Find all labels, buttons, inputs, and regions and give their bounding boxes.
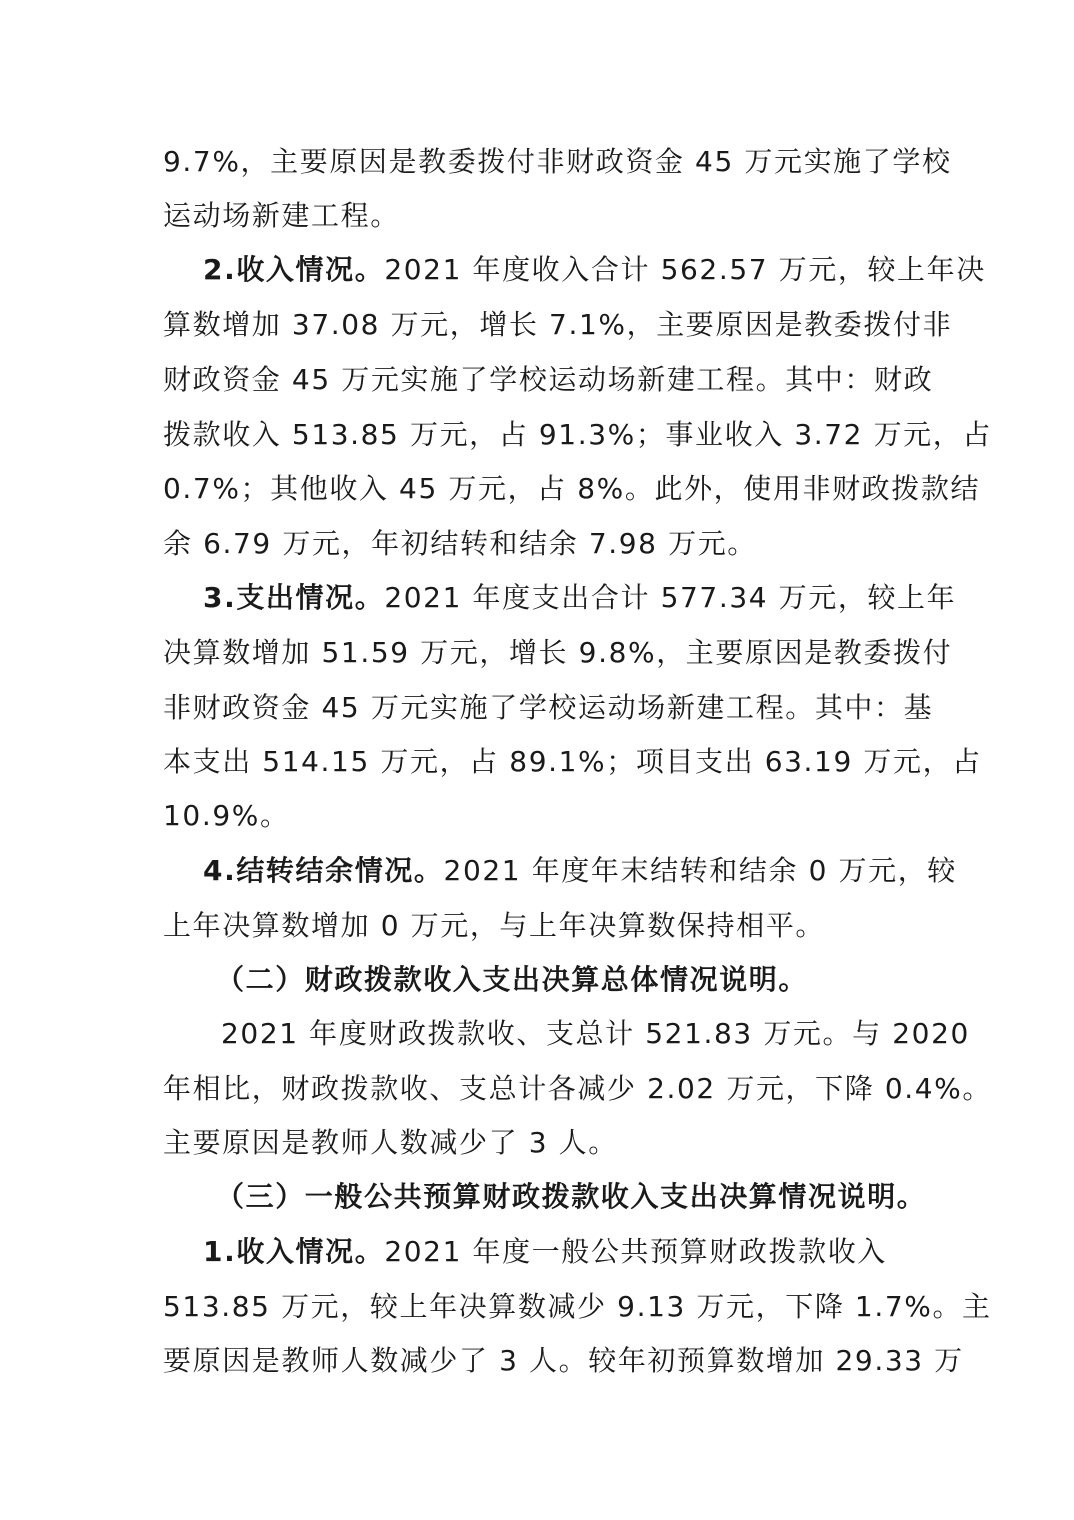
- line-text: 2021 年度年末结转和结余 0 万元，较: [443, 854, 957, 887]
- paragraph-line: [163, 796, 290, 836]
- line-text: 运动场新建工程。: [163, 199, 400, 232]
- section-heading-2: [216, 960, 808, 1000]
- section-income-first-line: [203, 250, 986, 290]
- section-lead-carryover: 4.结转结余情况。: [203, 854, 444, 887]
- line-text: 拨款收入 513.85 万元，占 91.3%；事业收入 3.72 万元，占: [163, 418, 992, 451]
- paragraph-line: [163, 1341, 964, 1381]
- paragraph-line: [163, 906, 825, 946]
- paragraph-line: [221, 1014, 970, 1054]
- section-lead-income-general: 1.收入情况。: [203, 1235, 385, 1268]
- section-carryover-first-line: [203, 851, 957, 891]
- line-text: 9.7%，主要原因是教委拨付非财政资金 45 万元实施了学校: [163, 145, 952, 178]
- line-text: 年相比，财政拨款收、支总计各减少 2.02 万元，下降 0.4%。: [163, 1072, 992, 1105]
- line-text: 10.9%。: [163, 799, 290, 832]
- line-text: 要原因是教师人数减少了 3 人。较年初预算数增加 29.33 万: [163, 1344, 964, 1377]
- line-text: 本支出 514.15 万元，占 89.1%；项目支出 63.19 万元，占: [163, 745, 982, 778]
- line-text: 决算数增加 51.59 万元，增长 9.8%，主要原因是教委拨付: [163, 636, 953, 669]
- line-text: 2021 年度收入合计 562.57 万元，较上年决: [384, 253, 986, 286]
- paragraph-line: [163, 415, 992, 455]
- section-income-general-first-line: [203, 1232, 887, 1272]
- paragraph-line: [163, 1123, 618, 1163]
- line-text: 上年决算数增加 0 万元，与上年决算数保持相平。: [163, 909, 826, 942]
- paragraph-line: [163, 360, 933, 400]
- line-text: 0.7%；其他收入 45 万元，占 8%。此外，使用非财政拨款结: [163, 472, 981, 505]
- paragraph-line: [163, 524, 757, 564]
- line-text: 2021 年度一般公共预算财政拨款收入: [384, 1235, 887, 1268]
- section-expenditure-first-line: [203, 578, 956, 618]
- paragraph-line: [163, 469, 980, 509]
- paragraph-line: [163, 196, 400, 236]
- line-text: 2021 年度支出合计 577.34 万元，较上年: [384, 581, 957, 614]
- line-text: 非财政资金 45 万元实施了学校运动场新建工程。其中：基: [163, 691, 934, 724]
- paragraph-line: [163, 142, 952, 182]
- paragraph-line: [163, 1069, 992, 1109]
- paragraph-line: [163, 742, 982, 782]
- section-lead-income: 2.收入情况。: [203, 253, 385, 286]
- paragraph-line: [163, 633, 952, 673]
- paragraph-line: [163, 1287, 992, 1327]
- line-text: 主要原因是教师人数减少了 3 人。: [163, 1126, 618, 1159]
- section-lead-expenditure: 3.支出情况。: [203, 581, 385, 614]
- section-heading-3: [216, 1177, 926, 1217]
- line-text: 2021 年度财政拨款收、支总计 521.83 万元。与 2020: [221, 1017, 970, 1050]
- paragraph-line: [163, 305, 952, 345]
- paragraph-line: [163, 688, 933, 728]
- line-text: 513.85 万元，较上年决算数减少 9.13 万元，下降 1.7%。主: [163, 1290, 992, 1323]
- line-text: 算数增加 37.08 万元，增长 7.1%，主要原因是教委拨付非: [163, 308, 953, 341]
- heading-text: （二）财政拨款收入支出决算总体情况说明。: [216, 963, 809, 996]
- heading-text: （三）一般公共预算财政拨款收入支出决算情况说明。: [216, 1180, 927, 1213]
- line-text: 余 6.79 万元，年初结转和结余 7.98 万元。: [163, 527, 757, 560]
- line-text: 财政资金 45 万元实施了学校运动场新建工程。其中：财政: [163, 363, 934, 396]
